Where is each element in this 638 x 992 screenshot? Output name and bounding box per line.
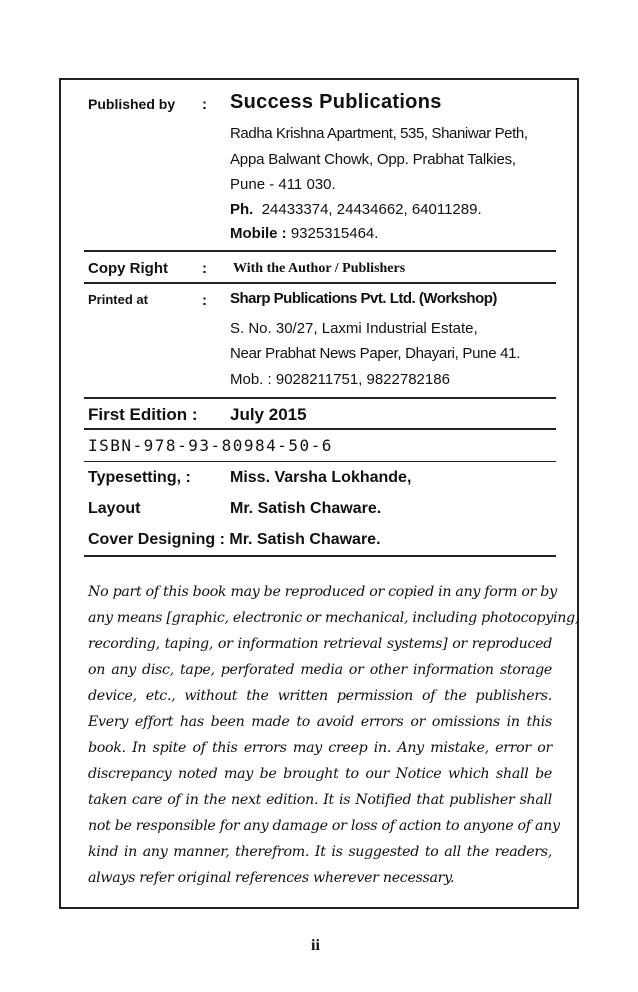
disclaimer-line: on any disc, tape, perforated media or other information storage — [88, 662, 552, 678]
phone-label: Ph. — [230, 201, 254, 218]
typesetting-label: Typesetting, : — [88, 469, 191, 486]
disclaimer-line: device, etc., without the written permission of the publishers. — [88, 688, 552, 704]
phone-numbers: 24433374, 24434662, 64011289. — [261, 201, 482, 218]
disclaimer-line: Every effort has been made to avoid errors or omissions in this — [88, 714, 552, 730]
typesetting-value: Miss. Varsha Lokhande, — [230, 469, 412, 486]
mobile-number: 9325315464. — [290, 225, 379, 242]
disclaimer-line: any means [graphic, electronic or mechanical, including photocopying, — [88, 610, 580, 626]
cover-value: Mr. Satish Chaware. — [229, 531, 381, 548]
cover-designing — [88, 531, 381, 549]
colon: : — [202, 96, 207, 113]
layout-value: Mr. Satish Chaware. — [230, 500, 382, 517]
copyright-value: With the Author / Publishers — [233, 261, 406, 276]
divider — [84, 397, 556, 399]
disclaimer-line: book. In spite of this errors may creep in. Any mistake, error or — [88, 740, 552, 756]
disclaimer-line: always refer original references wherever necessary. — [88, 870, 455, 886]
layout-label: Layout — [88, 500, 141, 517]
isbn: ISBN-978-93-80984-50-6 — [88, 436, 333, 455]
first-edition-label: First Edition : — [88, 405, 198, 424]
cover-label: Cover Designing : — [88, 531, 225, 548]
publisher-address-line: Radha Krishna Apartment, 535, Shaniwar Peth, — [230, 125, 528, 142]
published-by-label: Published by — [88, 96, 176, 112]
printer-address-line: Near Prabhat News Paper, Dhayari, Pune 41. — [230, 345, 521, 362]
printer-mobile: Mob. : 9028211751, 9822782186 — [230, 371, 450, 388]
publisher-mobile — [230, 225, 378, 242]
publisher-address-line: Pune - 411 030. — [230, 176, 336, 193]
printer-address-line: S. No. 30/27, Laxmi Industrial Estate, — [230, 320, 478, 337]
divider — [84, 282, 556, 284]
divider — [84, 555, 556, 557]
disclaimer-line: taken care of in the next edition. It is Notified that publisher shall — [88, 792, 552, 808]
divider — [84, 461, 556, 462]
mobile-label: Mobile : — [230, 225, 287, 242]
divider — [84, 428, 556, 430]
publisher-name: Success Publications — [230, 91, 442, 113]
copyright-label: Copy Right — [88, 260, 168, 277]
publisher-phone — [230, 201, 482, 218]
printer-name: Sharp Publications Pvt. Ltd. (Workshop) — [230, 290, 497, 307]
divider — [84, 250, 556, 252]
printed-at-label: Printed at — [88, 292, 148, 307]
disclaimer-line: kind in any manner, therefrom. It is suggested to all the readers, — [88, 844, 552, 860]
colon: : — [202, 292, 207, 309]
first-edition-value: July 2015 — [230, 405, 307, 424]
disclaimer-line: No part of this book may be reproduced or copied in any form or by — [88, 584, 557, 600]
page-number: ii — [311, 937, 320, 954]
disclaimer-line: discrepancy noted may be brought to our Notice which shall be — [88, 766, 552, 782]
colon: : — [202, 260, 207, 277]
disclaimer-line: not be responsible for any damage or loss of action to anyone of any — [88, 818, 560, 834]
publisher-address-line: Appa Balwant Chowk, Opp. Prabhat Talkies, — [230, 151, 516, 168]
disclaimer-line: recording, taping, or information retrieval systems] or reproduced — [88, 636, 552, 652]
